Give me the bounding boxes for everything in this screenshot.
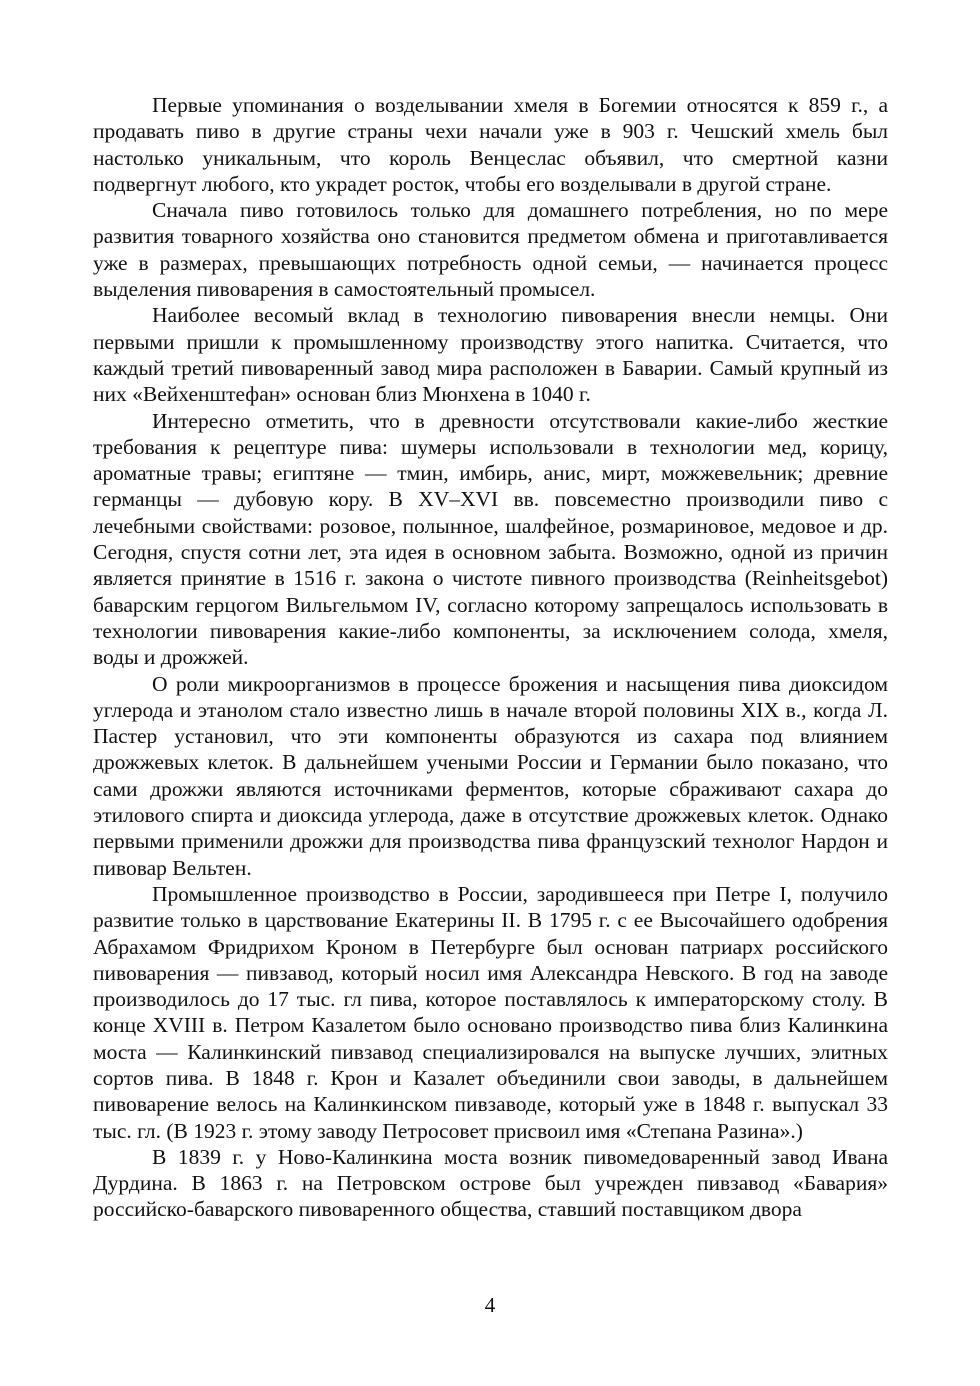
paragraph-home-brewing: Сначала пиво готовилось только для домашнего потребления, но по мере развития товарного хозяйства оно становится предметом обмена и приготавливается уже в размерах, превышающих потребность одной семьи, — начинается процесс выделения пивоварения в самостоятельный промысел. (93, 198, 888, 302)
paragraph-durdin-bavaria: В 1839 г. у Ново-Калинкина моста возник пивомедоваренный завод Ивана Дурдина. В 1863 г. на Петровском острове был учрежден пивзавод «Бавария» российско-баварского пивоваренного общества, ставший поставщиком двора (93, 1144, 888, 1222)
paragraph-ancient-recipes: Интересно отметить, что в древности отсутствовали какие-либо жесткие требования к рецептуре пива: шумеры использовали в технологии мед, корицу, ароматные травы; египтяне — тмин, имбирь, анис, мирт, можжевельник; древние германцы — дубовую кору. В XV–XVI вв. повсеместно производили пиво с лечебными свойствами: розовое, полынное, шалфейное, розмариновое, медовое и др. Сегодня, спустя сотни лет, эта идея в основном забыта. Возможно, одной из причин является принятие в 1516 г. закона о чистоте пивного производства (Reinheitsgebot) баварским герцогом Вильгельмом IV, согласно которому запрещалось использовать в технологии пивоварения какие-либо компоненты, за исключением солода, хмеля, воды и дрожжей. (93, 408, 888, 670)
paragraph-microorganisms: О роли микроорганизмов в процессе брожения и насыщения пива диоксидом углерода и этанолом стало известно лишь в начале второй половины XIX в., когда Л. Пастер установил, что эти компоненты образуются из сахара под влиянием дрожжевых клеток. В дальнейшем учеными России и Германии было показано, что сами дрожжи являются источниками ферментов, которые сбраживают сахара до этилового спирта и диоксида углерода, даже в отсутствие дрожжевых клеток. Однако первыми применили дрожжи для производства пива французский технолог Нардон и пивовар Вельтен. (93, 671, 888, 880)
paragraph-hop-cultivation-bohemia: Первые упоминания о возделывании хмеля в Богемии относятся к 859 г., а продавать пиво в другие страны чехи начали уже в 903 г. Чешский хмель был настолько уникальным, что король Венцеслас объявил, что смертной казни подвергнут любого, кто украдет росток, чтобы его возделывали в другой стране. (93, 93, 888, 196)
document-page (93, 92, 888, 1223)
page-number: 4 (484, 1293, 496, 1317)
paragraph-german-contribution: Наиболее весомый вклад в технологию пивоварения внесли немцы. Они первыми пришли к промышленному производству этого напитка. Считается, что каждый третий пивоваренный завод мира расположен в Баварии. Самый крупный из них «Вейхенштефан» основан близ Мюнхена в 1040 г. (93, 303, 888, 407)
paragraph-russian-industry: Промышленное производство в России, зародившееся при Петре I, получило развитие только в царствование Екатерины II. В 1795 г. с ее Высочайшего одобрения Абрахамом Фридрихом Кроном в Петербурге был основан патриарх российского пивоварения — пивзавод, который носил имя Александра Невского. В год на заводе производилось до 17 тыс. гл пива, которое поставлялось к императорскому столу. В конце XVIII в. Петром Казалетом было основано производство пива близ Калинкина моста — Калинкинский пивзавод специализировался на выпуске лучших, элитных сортов пива. В 1848 г. Крон и Казалет объединили свои заводы, в дальнейшем пивоварение велось на Калинкинском пивзаводе, который уже в 1848 г. выпускал 33 тыс. гл. (В 1923 г. этому заводу Петросовет присвоил имя «Степана Разина».) (93, 881, 888, 1143)
